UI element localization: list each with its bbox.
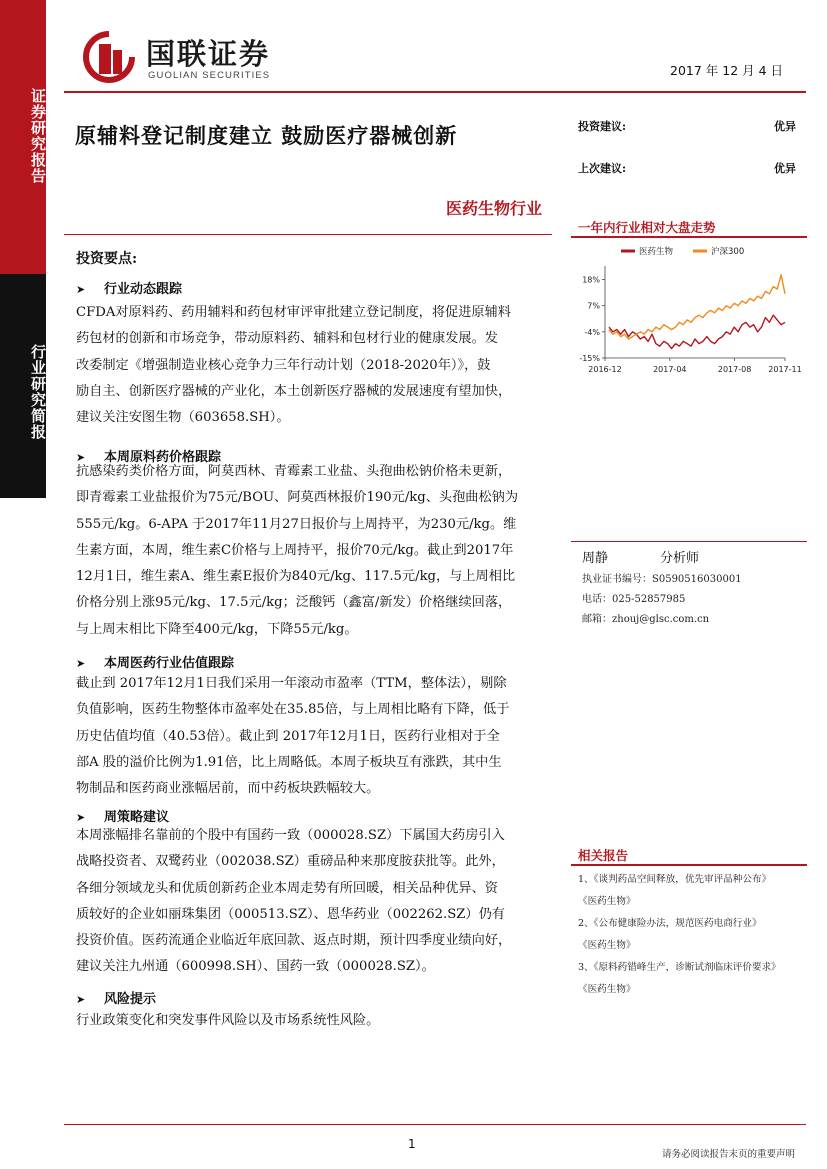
report-date: 2017 年 12 月 4 日 (670, 63, 784, 78)
paragraph-line: 励自主、创新医疗器械的产业化，本土创新医疗器械的发展速度有望加快， (76, 383, 512, 399)
x-tick-label: 2017-04 (653, 365, 687, 374)
paragraph-line: 投资价值。医药流通企业临近年底回款、返点时期，预计四季度业绩向好， (76, 933, 512, 949)
paragraph-line: 药包材的创新和市场竞争，带动原料药、辅料和包材行业的健康发展。发 (76, 331, 498, 347)
section-heading-text: 本周原料药价格跟踪 (104, 450, 222, 465)
paragraph-line: 与上周末相比下降至400元/kg，下降55元/kg。 (76, 621, 358, 637)
paragraph-line: CFDA对原料药、药用辅料和药包材审评审批建立登记制度，将促进原辅料 (76, 305, 511, 320)
analyst-phone: 电话：025-52857985 (582, 594, 686, 605)
section-paragraph (76, 823, 546, 981)
chart-title: 一年内行业相对大盘走势 (578, 220, 716, 235)
section-paragraph (76, 1008, 546, 1034)
disclaimer-note: 请务必阅读报告末页的重要声明 (662, 1149, 796, 1160)
analyst-license: 执业证书编号：S0590516030001 (582, 574, 742, 585)
company-name-cn: 国联证券 (146, 37, 271, 71)
paragraph-line: 质较好的企业如丽珠集团（000513.SZ）、恩华药业（002262.SZ）仍有 (76, 906, 505, 922)
paragraph-line: 各细分领域龙头和优质创新药企业本周走势有所回暖，相关品种优异、资 (76, 880, 498, 896)
paragraph-line: 负值影响，医药生物整体市盈率处在35.85倍，与上周相比略有下降，低于 (76, 702, 510, 718)
report-title: 原辅料登记制度建立 鼓励医疗器械创新 (75, 123, 458, 148)
legend-label: 沪深300 (711, 247, 745, 257)
paragraph-line: 本周涨幅排名靠前的个股中有国药一致（000028.SZ）下属国大药房引入 (76, 828, 505, 843)
paragraph-line: 历史估值均值（40.53倍）。截止到 2017年12月1日，医药行业相对于全 (76, 728, 500, 744)
related-report-item[interactable]: 1、《谈判药品空间释放，优先审评品种公布》 (578, 874, 772, 885)
analyst-role: 分析师 (660, 551, 700, 566)
y-tick-label: -15% (579, 354, 600, 363)
section-paragraph (76, 459, 546, 643)
section-heading (76, 278, 182, 297)
paragraph-line: 物制品和医药商业涨幅居前，而中药板块跌幅较大。 (76, 781, 380, 797)
arrow-bullet-icon: ➤ (76, 451, 86, 464)
arrow-bullet-icon: ➤ (76, 657, 86, 670)
chart-title-divider (571, 236, 807, 238)
related-report-category: 《医药生物》 (578, 984, 636, 995)
paragraph-line: 价格分别上涨95元/kg、17.5元/kg；泛酸钙（鑫富/新发）价格继续回落， (76, 595, 512, 611)
rating-previous-label: 上次建议: (578, 162, 627, 175)
relative-performance-chart (571, 240, 807, 380)
paragraph-line: 建议关注安图生物（603658.SH）。 (76, 410, 290, 426)
paragraph-line: 改委制定《增强制造业核心竞争力三年行动计划（2018-2020年）》，鼓 (76, 357, 491, 373)
rating-current-value: 优异 (774, 120, 796, 133)
section-heading-text: 行业动态跟踪 (104, 282, 183, 297)
arrow-bullet-icon: ➤ (76, 993, 86, 1006)
x-tick-label: 2017-08 (717, 365, 752, 374)
x-tick-label: 2017-11 (768, 365, 802, 374)
industry-label: 医药生物行业 (445, 199, 542, 218)
rating-current-label: 投资建议: (578, 120, 627, 133)
arrow-bullet-icon: ➤ (76, 811, 86, 824)
paragraph-line: 555元/kg。6-APA 于2017年11月27日报价与上周持平，为230元/kg。维 (76, 516, 517, 532)
paragraph-line: 建议关注九州通（600998.SH）、国药一致（000028.SZ）。 (76, 959, 435, 975)
section-heading-text: 本周医药行业估值跟踪 (104, 656, 235, 671)
related-report-category: 《医药生物》 (578, 896, 636, 907)
related-report-category: 《医药生物》 (578, 940, 636, 951)
industry-divider (64, 234, 552, 235)
section-paragraph (76, 671, 546, 802)
related-reports-divider (571, 864, 807, 866)
related-report-item[interactable]: 2、《公布健康险办法，规范医药电商行业》 (578, 918, 762, 929)
section-heading-text: 周策略建议 (104, 810, 170, 825)
series-line-pharma (609, 315, 785, 348)
paragraph-line: 12月1日，维生素A、维生素E报价为840元/kg、117.5元/kg，与上周相比 (76, 569, 516, 585)
rating-previous-value: 优异 (774, 162, 796, 175)
guolian-logo-icon (82, 30, 136, 84)
section-heading (76, 652, 234, 671)
section-heading (76, 988, 156, 1007)
page-number: 1 (408, 1137, 416, 1151)
key-points-title: 投资要点: (76, 251, 138, 267)
series-line-csi300 (609, 275, 785, 339)
related-reports-title: 相关报告 (578, 848, 629, 863)
section-paragraph (76, 300, 546, 431)
analyst-email[interactable]: 邮箱：zhouj@glsc.com.cn (582, 614, 710, 625)
x-tick-label: 2016-12 (588, 365, 622, 374)
y-tick-label: -4% (584, 327, 600, 337)
arrow-bullet-icon: ➤ (76, 283, 86, 296)
side-label-industry-brief: 行业研究简报 (29, 344, 47, 440)
company-name-en: GUOLIAN SECURITIES (148, 70, 271, 81)
y-tick-label: 18% (582, 275, 600, 285)
paragraph-line: 行业政策变化和突发事件风险以及市场系统性风险。 (76, 1013, 380, 1028)
y-tick-label: 7% (587, 301, 600, 311)
footer-divider (64, 1124, 806, 1125)
paragraph-line: 抗感染药类价格方面，阿莫西林、青霉素工业盐、头孢曲松钠价格未更新， (76, 464, 512, 479)
analyst-name: 周静 (582, 551, 609, 566)
paragraph-line: 部A 股的溢价比例为1.91倍，比上周略低。本周子板块互有涨跌，其中生 (76, 754, 502, 770)
related-report-item[interactable]: 3、《原料药错峰生产，诊断试剂临床评价要求》 (578, 962, 781, 973)
header-divider (64, 91, 806, 93)
analyst-divider (571, 541, 807, 542)
paragraph-line: 即青霉素工业盐报价为75元/BOU、阿莫西林报价190元/kg、头孢曲松钠为 (76, 490, 519, 506)
legend-label: 医药生物 (639, 247, 674, 257)
paragraph-line: 截止到 2017年12月1日我们采用一年滚动市盈率（TTM，整体法），剔除 (76, 676, 507, 691)
paragraph-line: 战略投资者、双鹭药业（002038.SZ）重磅品种来那度胺获批等。此外， (76, 854, 505, 870)
side-label-securities-report: 证券研究报告 (29, 88, 47, 184)
paragraph-line: 生素方面，本周，维生素C价格与上周持平，报价70元/kg。截止到2017年 (76, 542, 514, 558)
section-heading-text: 风险提示 (104, 992, 157, 1007)
